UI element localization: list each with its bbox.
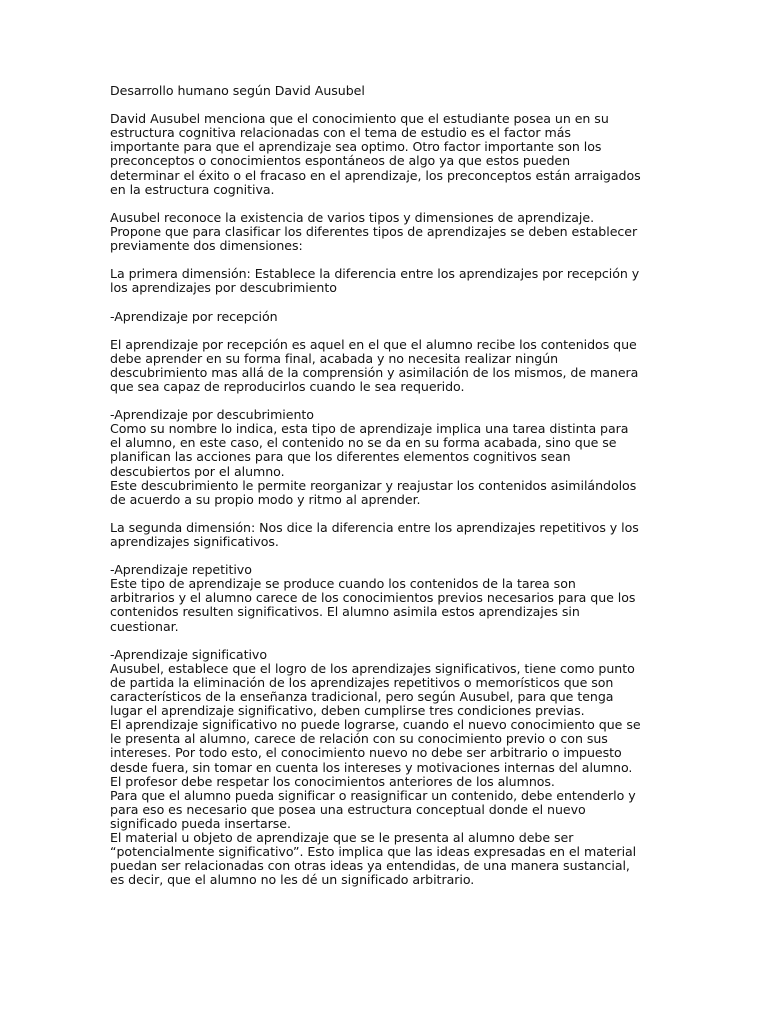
paragraph-gap [110,507,660,521]
paragraph-meaningful: Ausubel, establece que el logro de los aprendizajes significativos, tiene como punto de partida la eliminación de los aprendizajes repetitivos o memorísticos que son característicos de la enseñanza tradicional, pero según Ausubel, para que tenga lugar el aprendizaje significativo, deben cumplirse tres condiciones previas. El aprendizaje significativo no puede lograrse, cuando el nuevo conocimiento que se le presenta al alumno, carece de relación con su conocimiento previo o con sus intereses. Por todo esto, el conocimiento nuevo no debe ser arbitrario o impuesto desde fuera, sin tomar en cuenta los intereses y motivaciones internas del alumno. El profesor debe respetar los conocimientos anteriores de los alumnos. Para que el alumno pueda significar o reasignificar un contenido, debe entenderlo y para eso es necesario que posea una estructura conceptual donde el nuevo significado pueda insertarse. El material u objeto de aprendizaje que se le presenta al alumno debe ser “potencialmente significativo”. Esto implica que las ideas expresadas en el material puedan ser relacionadas con otras ideas ya entendidas, de una manera sustancial, es decir, que el alumno no les dé un significado arbitrario. [110,660,641,888]
paragraph-first-dimension: La primera dimensión: Establece la diferencia entre los aprendizajes por recepción y los aprendizajes por descubrimiento [110,266,640,296]
heading-repetitive: -Aprendizaje repetitivo [110,562,252,578]
heading-meaningful: -Aprendizaje significativo [110,646,267,662]
paragraph-gap [110,324,660,338]
heading-reception: -Aprendizaje por recepción [110,308,278,324]
paragraph-gap [110,549,660,563]
document-title: Desarrollo humano según David Ausubel [110,83,365,98]
paragraph-second-dimension: La segunda dimensión: Nos dice la diferencia entre los aprendizajes repetitivos y los aprendizajes significativos. [110,519,639,549]
paragraph-gap [110,253,660,267]
paragraph-discovery: Como su nombre lo indica, esta tipo de aprendizaje implica una tarea distinta para el alumno, en este caso, el contenido no se da en su forma acabada, sino que se planifican las acciones para que los diferentes elementos cognitivos sean descubiertos por el alumno. Este descubrimiento le permite reorganizar y reajustar los contenidos asimilándolos de acuerdo a su propio modo y ritmo al aprender. [110,421,637,507]
paragraph-dimensions: Ausubel reconoce la existencia de varios tipos y dimensiones de aprendizaje. Propone que para clasificar los diferentes tipos de aprendizajes se deben establecer previamente dos dimensiones: [110,209,638,254]
paragraph-gap [110,197,660,211]
paragraph-gap [110,394,660,408]
paragraph-gap [110,98,660,112]
heading-discovery: -Aprendizaje por descubrimiento [110,407,314,423]
paragraph-gap [110,634,660,648]
paragraph-repetitive: Este tipo de aprendizaje se produce cuando los contenidos de la tarea son arbitrarios y el alumno carece de los conocimientos previos necesarios para que los contenidos resulten significativos. El alumno asimila estos aprendizajes sin cuestionar. [110,576,636,634]
paragraph-reception: El aprendizaje por recepción es aquel en el que el alumno recibe los contenidos que debe aprender en su forma final, acabada y no necesita realizar ningún descubrimiento mas allá de la comprensión y asimilación de los mismos, de manera que sea capaz de reproducirlos cuando le sea requerido. [110,336,639,394]
paragraph-gap [110,295,660,309]
document-page [110,84,660,887]
paragraph-intro: David Ausubel menciona que el conocimiento que el estudiante posea un en su estructura cognitiva relacionadas con el tema de estudio es el factor más importante para que el aprendizaje sea optimo. Otro factor importante son los preconceptos o conocimientos espontáneos de algo ya que estos pueden determinar el éxito o el fracaso en el aprendizaje, los preconceptos están arraigados en la estructura cognitiva. [110,111,641,197]
